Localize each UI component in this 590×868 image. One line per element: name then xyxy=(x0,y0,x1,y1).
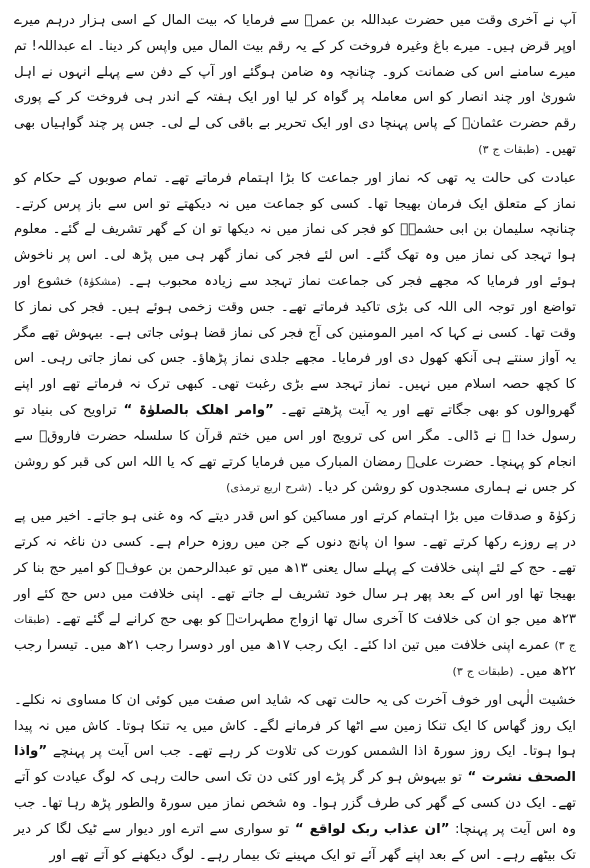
text-line: تو بیہوش ہو کر گر پڑے xyxy=(320,770,462,786)
text-line: آپ نے آخری وقت میں حضرت عبداللہ بن عمرؓ سے فرمایا کہ بیت المال کے اسی ہزار درہم میرے اوپر xyxy=(14,13,577,54)
text-line: عبادت کی حالت یہ تھی کہ نماز اور جماعت کا بڑا اہتمام فرماتے تھے۔ تمام صوبوں کے حکام کو نماز کے xyxy=(14,170,576,212)
text-line: میں پڑھ لی۔ اس پر ناخوش ہوئے اور فرمایا کہ مجھے فجر کی جماعت نماز تہجد سے زیادہ محبوب ہے۔ xyxy=(14,248,576,289)
paragraph-3 xyxy=(14,504,576,685)
text-line: خشوع اور تواضع اور توجہ الی اللہ کی بڑی تاکید فرماتے تھے۔ جس وقت زخمی ہوئے ہیں۔ فجر کی نماز کا وقت تھا۔ کسی نے کہا xyxy=(14,273,576,341)
text-line: مطہراتؓ کو بھی حج کرانے لے گئے تھے۔ xyxy=(49,612,285,628)
text-line: بے باقی کی لے لی۔ جس پر چند گواہیاں بھی تھیں۔ xyxy=(14,116,576,157)
text-line: در پے روزے رکھا کرتے تھے۔ سوا ان پانچ دنوں کے جن میں روزہ حرام ہے۔ کسی دن ناغہ نہ کرتے تھے۔ حج کے xyxy=(14,534,576,576)
text-line: والطور پڑھ رہا تھا۔ جب وہ اس آیت پر پہنچا: xyxy=(14,795,576,837)
text-line: اس معاملہ پر گواہ کر لیا اور ایک ہفتہ کے اندر ہی فروخت کر کے پوری رقم حضرت عثمانؓ کے پاس پہنچا دی اور ایک تحریر xyxy=(14,90,576,132)
text-line: نماز میں نہ دیکھا تو ان کے گھر تشریف لے گئے۔ معلوم ہوا تہجد کی نماز میں وہ تھک گئے۔ اس لئے فجر کی نماز گھر ہی xyxy=(14,222,576,264)
paragraph-1 xyxy=(14,8,576,163)
text-line: کہ امیر المومنین کی آج فجر کی نماز قضا ہوئی جاتی ہے۔ بیہوش تھے مگر یہ آواز سنتے ہی آنکھ کھول دی اور فرمایا۔ مجھے xyxy=(14,325,577,367)
text-line: لئے اپنی خلافت کے پہلے سال یعنی ۱۳ھ میں تو عبدالرحمن بن عوفؓ کو امیر حج بنا کر بھیجا تھا اور اس کے بعد پھر ہر سال xyxy=(14,560,576,602)
paragraph-2 xyxy=(14,166,576,501)
text-line: فرماتے تھے اور اپنے گھروالوں کو بھی جگاتے تھے اور یہ آیت پڑھتے تھے۔ xyxy=(14,377,576,418)
text-line: اور دوسرا رجب ۲۱ھ میں۔ تیسرا رجب ۲۲ھ میں۔ xyxy=(14,638,576,679)
text-line: زکوٰۃ و صدقات میں بڑا اہتمام کرتے اور مساکین کو اس قدر دیتے کہ وہ غنی ہو جاتے۔ اخیر میں پے xyxy=(14,509,576,525)
quranic-quote: ”وامر اھلک بالصلوٰۃ “ xyxy=(116,402,274,418)
inline-citation: (طبقات ج ۳) xyxy=(14,613,576,653)
text-line: جلدی نماز پڑھاؤ۔ جس کی نماز جاتی رہی۔ اس کا کچھ حصہ اسلام میں نہیں۔ نماز تہجد سے بڑی رغبت تھی۔ کبھی ترک نہ xyxy=(14,351,576,393)
text-line: ٹیک لگا کر دیر تک بیٹھے رہے۔ اس کے بعد اپنے گھر آئے تو ایک مہینے تک بیمار رہے۔ لوگ دیکھنے کو آتے تھے اور xyxy=(14,821,576,863)
text-line: روشن کر دیا۔ xyxy=(311,480,396,496)
inline-citation: (مشکوٰۃ) xyxy=(72,274,122,288)
paragraph-4 xyxy=(14,688,576,868)
text-line: تو سواری سے اترے اور دیوار سے xyxy=(96,821,289,837)
text-line: اور کئی دن تک اسی حالت رہی کہ لوگ عیادت کو آتے تھے۔ ایک دن کسی کے گھر کی طرف گزر ہوا۔ وہ شخص نماز میں سورۃ xyxy=(14,770,576,811)
text-line: عمرے اپنی خلافت میں تین ادا کئے۔ ایک رجب ۱۷ھ میں xyxy=(234,638,551,654)
text-line: خود تشریف لے جاتے تھے۔ اپنی خلافت میں دس حج کئے اور ۲۳ھ میں جو ان کی خلافت کا آخری سال تھا ازواج xyxy=(14,586,577,628)
text-line: تراویح کی بنیاد تو رسول خدا ﷺ نے ڈالی۔ مگر اس کی ترویج اور اس میں ختم قرآن کا سلسلہ حضرت فاروقؓ سے انجام xyxy=(14,402,577,470)
text-line: خشیت الٰہی اور خوف آخرت کی یہ حالت تھی کہ شاید اس صفت میں کوئی ان کا مساوی نہ نکلے۔ ایک روز xyxy=(14,692,576,734)
text-line: کو پہنچا۔ حضرت علیؓ رمضان المبارک میں فرمایا کرتے تھے کہ یا اللہ اس کی قبر کو روشن کر جس نے ہماری مسجدوں کو xyxy=(14,454,576,496)
text-line: الشمس کورت کی تلاوت کر رہے تھے۔ جب اس آیت پر پہنچے xyxy=(47,744,409,760)
citation: (شرح اربع ترمذی) xyxy=(226,481,312,495)
citation: (طبقات ج ۳) xyxy=(478,142,540,156)
text-line: گھاس کا ایک تنکا زمین سے اٹھا کر فرمانے لگے۔ کاش میں یہ تنکا ہوتا۔ کاش میں نہ پیدا ہوا ہوتا۔ ایک روز سورۃ اذا xyxy=(14,718,576,760)
text-line: سامنے اس کی ضمانت کرو۔ چنانچہ وہ ضامن ہوگئے اور آپ کے دفن سے پہلے انہوں نے اہل شوریٰ اور چند انصار کو xyxy=(14,64,576,106)
citation: (طبقات ج ۳) xyxy=(452,664,514,678)
quranic-quote: ”ان عذاب ربک لواقع “ xyxy=(288,821,450,837)
quranic-quote: ”واذا الصحف نشرت “ xyxy=(14,744,576,786)
text-line: متعلق ایک فرمان بھیجا تھا۔ کسی کو جماعت میں نہ دیکھتے تو اس سے باز پرس کرتے۔ چنانچہ سلیمان بن ابی حشمہؓ کو فجر کی xyxy=(14,196,577,238)
text-line: قرض ہیں۔ میرے باغ وغیرہ فروخت کر کے یہ رقم بیت المال میں واپس کر دینا۔ اے عبداللہ! تم میرے xyxy=(14,38,576,80)
